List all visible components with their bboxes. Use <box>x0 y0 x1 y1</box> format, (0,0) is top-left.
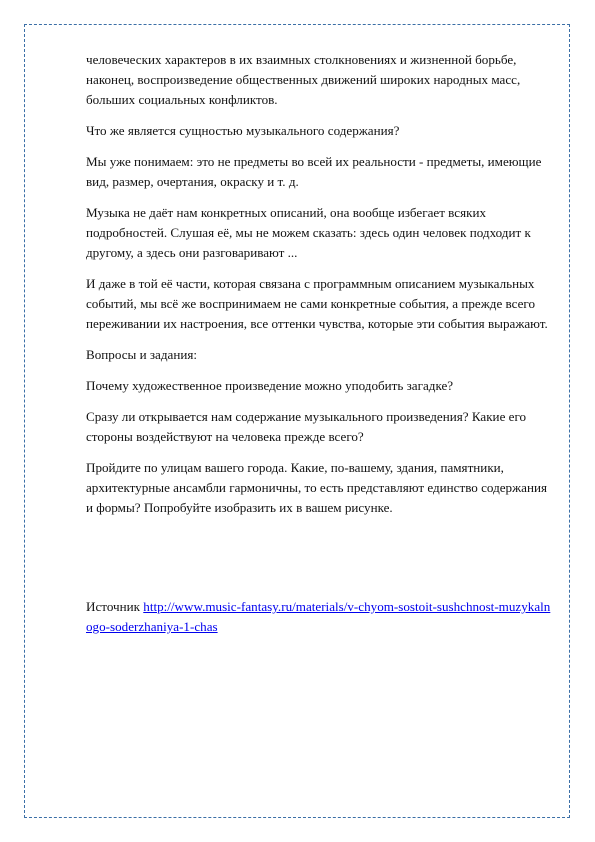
questions-heading: Вопросы и задания: <box>86 347 198 362</box>
question-riddle: Почему художественное произведение можно уподобить загадке? <box>86 378 454 393</box>
paragraph-characters: человеческих характеров в их взаимных столкновениях и жизненной борьбе, наконец, воспроизведение общественных движений широких народных масс, больших социальных конфликтов. <box>86 52 521 107</box>
paragraph-program-music: И даже в той её части, которая связана с программным описанием музыкальных событий, мы всё же воспринимаем не сами конкретные события, а прежде всего переживании их настроения, все оттенки чувства, которые эти события выражают. <box>86 276 548 331</box>
source-label: Источник <box>86 599 144 614</box>
paragraph-question-essence: Что же является сущностью музыкального содержания? <box>86 123 400 138</box>
question-content-revealed: Сразу ли открывается нам содержание музыкального произведения? Какие его стороны воздействуют на человека прежде всего? <box>86 409 527 444</box>
source-citation <box>86 597 556 637</box>
question-city-walk: Пройдите по улицам вашего города. Какие, по-вашему, здания, памятники, архитектурные ансамбли гармоничны, то есть представляют единство содержания и формы? Попробуйте изобразить их в вашем рисунке. <box>86 460 547 515</box>
source-link[interactable]: http://www.music-fantasy.ru/materials/v-chyom-sostoit-sushchnost-muzykalnogo-soderzhaniya-1-chas <box>86 599 551 634</box>
paragraph-no-descriptions: Музыка не даёт нам конкретных описаний, она вообще избегает всяких подробностей. Слушая её, мы не можем сказать: здесь один человек подходит к другому, а здесь они разговаривают ... <box>86 205 531 260</box>
paragraph-not-objects: Мы уже понимаем: это не предметы во всей их реальности - предметы, имеющие вид, размер, очертания, окраску и т. д. <box>86 154 542 189</box>
document-body <box>86 50 556 529</box>
